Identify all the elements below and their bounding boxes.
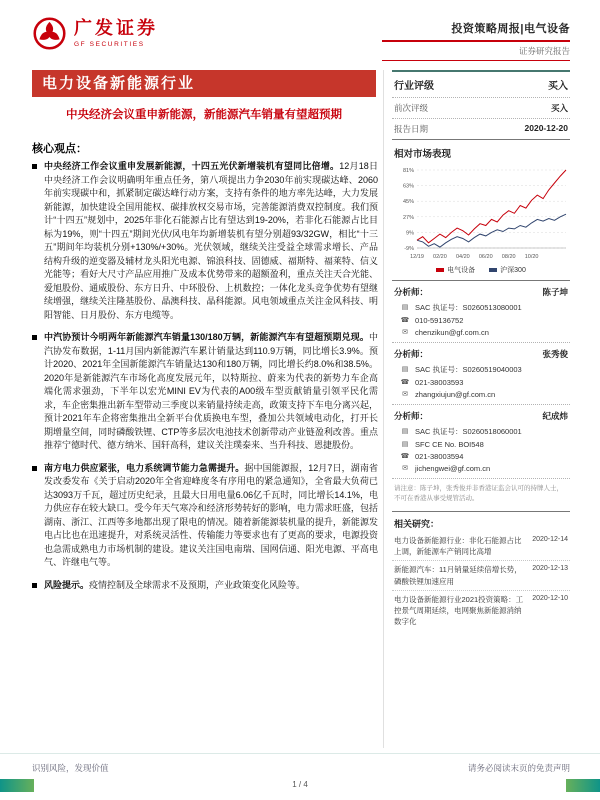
email-icon: ✉ xyxy=(402,465,408,472)
industry-rating-row xyxy=(392,70,570,97)
gf-logo-icon xyxy=(32,16,67,51)
bullet-lead: 南方电力供应紧张，电力系统调节能力急需提升。 xyxy=(44,462,245,473)
brand-name-en: GF SECURITIES xyxy=(74,40,145,48)
svg-text:45%: 45% xyxy=(402,199,414,206)
report-series: 投资策略周报|电气设备 xyxy=(451,23,570,35)
core-bullet-risk xyxy=(32,579,378,593)
analyst-name: 陈子坤 xyxy=(542,287,568,297)
industry-title: 电力设备新能源行业 xyxy=(42,75,196,92)
analyst-name: 纪成炜 xyxy=(542,411,568,421)
svg-text:06/20: 06/20 xyxy=(478,254,493,260)
page-number: 1 / 4 xyxy=(292,780,308,789)
legend-item: 沪深300 xyxy=(489,265,526,275)
svg-text:08/20: 08/20 xyxy=(501,254,516,260)
rating-label: 行业评级 xyxy=(394,81,434,92)
related-title: 新能源汽车：11月销量延续倍增长势，磷酸铁锂加速应用 xyxy=(394,565,522,586)
relative-performance-chart xyxy=(392,163,570,281)
analyst-name: 张秀俊 xyxy=(542,349,568,359)
header-rule-bottom xyxy=(382,60,570,61)
svg-text:27%: 27% xyxy=(402,214,414,221)
analyst-sfc: SFC CE No. BOI548 xyxy=(415,439,484,449)
doc-type-label: 证券研究报告 xyxy=(518,46,570,56)
analyst-sac: SAC 执证号：S0260518060001 xyxy=(415,426,522,436)
core-view-heading: 核心观点： xyxy=(32,143,87,155)
related-research-item-3[interactable] xyxy=(392,590,570,631)
analyst-block-1 xyxy=(392,281,570,343)
footer-disclaimer: 请务必阅读末页的免责声明 xyxy=(467,763,570,773)
sidebar xyxy=(392,70,570,631)
bullet-body: 中汽协发布数据，1-11月国内新能源汽车累计销量达到110.9万辆，同比增长3.9%。预计2020、2021年全国新能源汽车销量达130和180万辆，同比增长约8.0%和38.5%。2020年是新能源汽车市场化高度发展元年，以特斯拉、蔚来为代表的新势力车企高端化需求强劲，下半年以宏光MINI EV为代表的A00级车型贡献销量引领平民化需求，车企密集推出新车型带动三季度以来销量持续走高，政策支持下车电分离兴起，预计2021年车企将密集推出全新平台优质换电车型，叠加公共领域电动化，打开长期增量空间，同时磷酸铁锂、CTP等多层次电池技术创新带动产业链盈利改善。重点推荐宁德时代、德方纳米、国轩高科，建议关注璞泰来、当升科技、恩捷股份。 xyxy=(44,332,378,450)
related-research-item-2[interactable] xyxy=(392,560,570,590)
email-icon: ✉ xyxy=(402,391,408,398)
related-research-item-1[interactable] xyxy=(392,532,570,561)
legend-item: 电气设备 xyxy=(436,265,475,275)
certificate-icon: ▤ xyxy=(401,366,409,373)
phone-icon: ☎ xyxy=(400,453,410,460)
bullet-marker xyxy=(32,164,37,169)
analyst-email[interactable]: jichengwei@gf.com.cn xyxy=(415,463,491,473)
report-subtitle: 中央经济会议重申新能源，新能源汽车销量有望超预期 xyxy=(66,109,342,121)
analyst-phone: 010-59136752 xyxy=(415,315,464,325)
performance-chart-svg xyxy=(392,164,570,262)
bullet-marker xyxy=(32,466,37,471)
chart-legend xyxy=(392,262,570,275)
bullet-marker xyxy=(32,335,37,340)
industry-title-bar xyxy=(32,70,376,97)
analyst-block-3 xyxy=(392,405,570,479)
analyst-sac: SAC 执证号：S0260513080001 xyxy=(415,302,522,312)
hk-license-note: 请注意：陈子坤，张秀俊并非香港证监会认可的持牌人士，不可在香港从事受规管活动。 xyxy=(394,485,563,503)
analyst-block-2 xyxy=(392,343,570,405)
certificate-icon: ▤ xyxy=(401,428,409,435)
footer-slogan: 识别风险，发现价值 xyxy=(32,763,109,773)
svg-text:9%: 9% xyxy=(406,230,414,237)
report-date-row xyxy=(392,118,570,139)
related-title: 电力设备新能源行业：非化石能源占比上调，新能源车产销同比高增 xyxy=(394,535,522,557)
core-bullet-3 xyxy=(32,462,378,570)
prev-rating-value: 买入 xyxy=(550,103,568,113)
bullet-marker xyxy=(32,583,37,588)
related-date: 2020-12-14 xyxy=(532,535,568,543)
svg-text:-9%: -9% xyxy=(404,246,414,252)
footer-rule xyxy=(0,753,600,754)
analyst-email[interactable]: zhangxiujun@gf.com.cn xyxy=(415,389,496,399)
bullet-lead: 中汽协预计今明两年新能源汽车销量130/180万辆，新能源汽车有望超预期兑现。 xyxy=(44,332,369,342)
related-date: 2020-12-13 xyxy=(532,565,568,573)
brand-name-cn: 广发证券 xyxy=(74,18,158,39)
analyst-sac: SAC 执证号：S0260519040003 xyxy=(415,364,522,374)
prev-rating-label: 前次评级 xyxy=(394,103,429,113)
footer-corner-bar-right xyxy=(566,779,600,792)
phone-icon: ☎ xyxy=(400,317,410,324)
bullet-lead: 风险提示。 xyxy=(44,579,90,590)
analyst-email[interactable]: chenzikun@gf.com.cn xyxy=(415,327,489,337)
svg-text:12/19: 12/19 xyxy=(410,254,424,260)
related-date: 2020-12-10 xyxy=(532,594,568,602)
report-date-value: 2020-12-20 xyxy=(524,123,568,133)
footer-corner-bar-left xyxy=(0,779,34,792)
core-bullet-1 xyxy=(32,160,378,322)
column-divider xyxy=(383,70,384,748)
prev-rating-row xyxy=(392,97,570,118)
report-date-label: 报告日期 xyxy=(394,124,429,134)
bullet-body: 疫情控制及全球需求不及预期，产业政策变化风险等。 xyxy=(89,579,306,590)
analyst-phone: 021-38003594 xyxy=(415,451,464,461)
rating-value: 买入 xyxy=(548,81,568,92)
gf-logo xyxy=(32,16,158,51)
svg-text:81%: 81% xyxy=(402,168,414,174)
bullet-body: 12月18日中央经济工作会议明确明年重点任务，第八项提出力争2030年前实现碳达峰、2060年前实现碳中和，抓紧制定碳达峰行动方案，支持有条件的地方率先达峰，大力发展新能源，加快建设全国用能权、碳排放权交易市场，完善能源消费双控制度。我们预计“十四五”规划中，2025年非化石能源占比有望达到19-20%，若非化石能源占比目标为19%，则“十四五”期间光伏/风电年均新增装机有望分别超93/32GW，相比“十三五”期间年均装机分别+130%/+30%。光伏领域，继续关注受益全球需求增长、产品结构升级的逆变器及辅材龙头阳光电源、锦浪科技、固德威、福斯特、福莱特、信义光能等；看好大尺寸产品应用推广及成本优势带来的超额盈利，重点关注天合光能、爱旭股份、通威股份、东方日升、中环股份、上机数控；一体化龙头竞争优势有望继续增强，继续关注隆基股份、晶澳科技、晶科能源。风电领域重点关注金风科技、明阳智能、日月股份、东方电缆等。 xyxy=(44,161,378,320)
svg-text:63%: 63% xyxy=(402,183,414,190)
related-title: 电力设备新能源行业2021投资策略：工控景气周期延续，电网聚焦新能源消纳数字化 xyxy=(394,594,524,627)
svg-text:02/20: 02/20 xyxy=(433,254,447,260)
email-icon: ✉ xyxy=(402,329,408,336)
analyst-label: 分析师： xyxy=(394,349,429,359)
core-view-bullets xyxy=(32,160,378,601)
chart-title: 相对市场表现 xyxy=(394,149,452,160)
certificate-icon: ▤ xyxy=(401,441,409,448)
core-bullet-2 xyxy=(32,331,378,453)
bullet-lead: 中央经济工作会议重申发展新能源，十四五光伏新增装机有望同比倍增。 xyxy=(44,161,340,171)
bullet-body: 据中国能源报，12月7日，湖南省发改委发布《关于启动2020年全省迎峰度冬有序用电的紧急通知》，全省最大负荷已达3093万千瓦，超过历史纪录，且最大日用电量6.06亿千瓦时，同比增长14.1%，电力供应存在较大缺口。受今年天气寒冷和经济形势转好的影响，电力需求旺盛，包括湖南、浙江、江西等多地都出现了限电的情况。随着新能源装机量的提升，新能源发电占比也在迅速提升，对系统灵活性、传输能力等要求也有了更高的要求，电源投资也急需成熟电力市场机制的建设。建议关注国电南瑞、国网信通、阳光电源、平高电气、许继电气等。 xyxy=(44,462,378,567)
analyst-phone: 021-38003593 xyxy=(415,377,464,387)
analyst-label: 分析师： xyxy=(394,287,429,297)
phone-icon: ☎ xyxy=(400,379,410,386)
analyst-label: 分析师： xyxy=(394,411,429,421)
header-right xyxy=(382,20,570,61)
svg-text:04/20: 04/20 xyxy=(455,254,470,260)
svg-text:10/20: 10/20 xyxy=(524,254,539,260)
related-research-heading: 相关研究： xyxy=(392,511,570,532)
certificate-icon: ▤ xyxy=(401,304,409,311)
